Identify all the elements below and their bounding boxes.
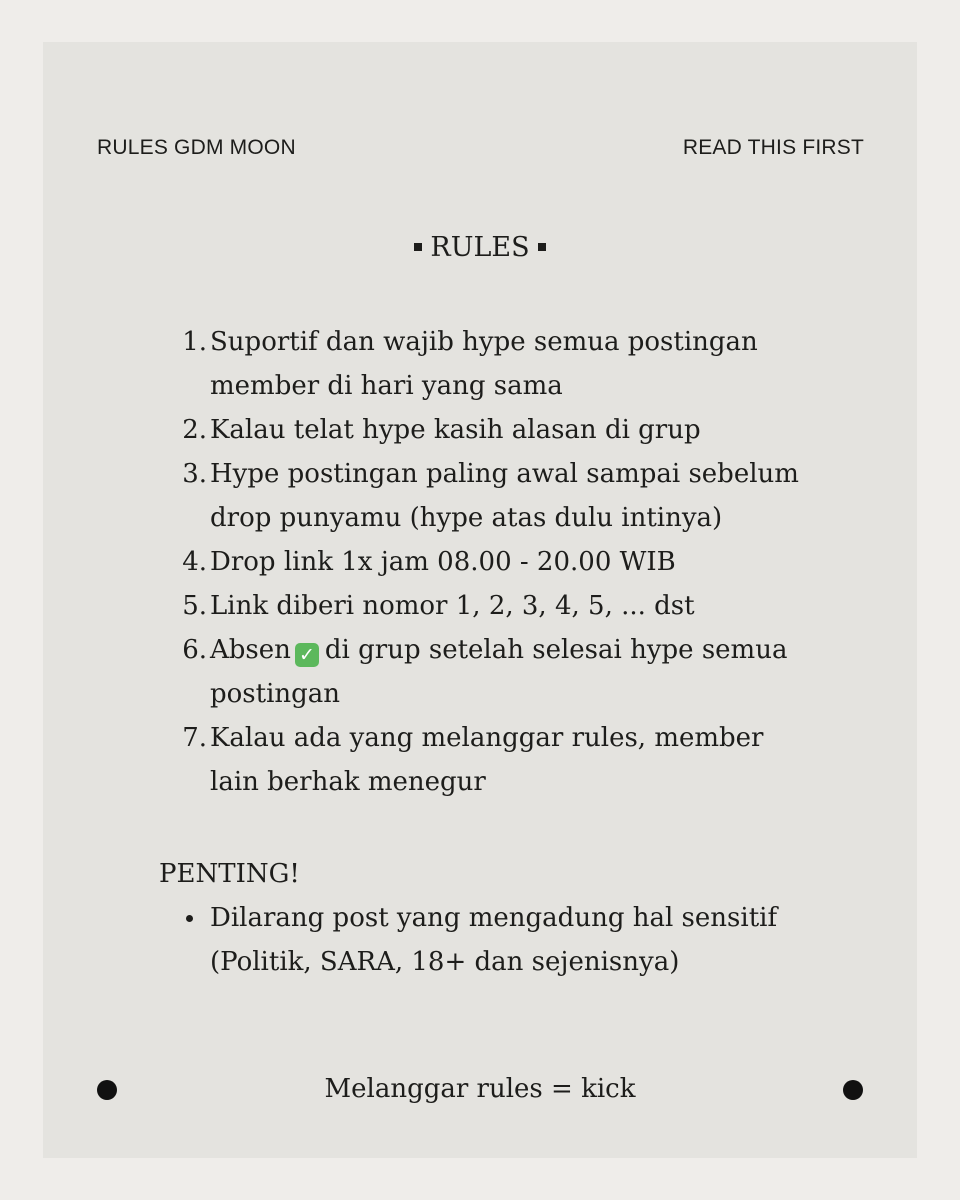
- check-mark-icon: ✓: [295, 643, 319, 667]
- square-bullet-icon: [538, 243, 546, 251]
- rule-item: [173, 628, 813, 716]
- rule-text-line: lain berhak menegur: [210, 767, 486, 797]
- rule-text-line: drop punyamu (hype atas dulu intinya): [210, 503, 723, 533]
- rule-text-line: Drop link 1x jam 08.00 - 20.00 WIB: [210, 547, 676, 577]
- rule-number: 5.: [182, 591, 207, 621]
- important-list: [173, 896, 813, 984]
- bullet-dot-icon: [186, 915, 193, 922]
- rule-item: [173, 408, 813, 452]
- important-item: [173, 896, 813, 984]
- important-text-line: Dilarang post yang mengadung hal sensitif: [210, 903, 778, 933]
- header-left-label: RULES GDM MOON: [97, 136, 296, 159]
- rules-list: [173, 320, 813, 804]
- rule-text-after-icon: di grup setelah selesai hype semua: [324, 635, 788, 665]
- header-right-label: READ THIS FIRST: [682, 136, 864, 159]
- rule-text-before-icon: Absen: [210, 635, 291, 665]
- rule-number: 4.: [182, 547, 207, 577]
- rule-text-line: member di hari yang sama: [210, 371, 563, 401]
- rule-text-line: Hype postingan paling awal sampai sebelum: [210, 459, 799, 489]
- rule-text-line: Kalau telat hype kasih alasan di grup: [210, 415, 701, 445]
- important-text-line: (Politik, SARA, 18+ dan sejenisnya): [210, 947, 680, 977]
- rule-text-line: Suportif dan wajib hype semua postingan: [210, 327, 758, 357]
- rule-number: 1.: [182, 327, 207, 357]
- rule-item: [173, 716, 813, 804]
- page-title: [43, 232, 917, 263]
- corner-dot-icon: [97, 1080, 117, 1100]
- rule-item: [173, 584, 813, 628]
- footer-note: Melanggar rules = kick: [324, 1074, 636, 1104]
- rules-card: [43, 42, 917, 1158]
- rule-text-line: postingan: [210, 679, 341, 709]
- rule-text-line: Link diberi nomor 1, 2, 3, 4, 5, ... dst: [210, 591, 695, 621]
- rule-number: 7.: [182, 723, 207, 753]
- rule-item: [173, 540, 813, 584]
- square-bullet-icon: [414, 243, 422, 251]
- rule-number: 6.: [182, 635, 207, 665]
- rule-number: 2.: [182, 415, 207, 445]
- rule-item: [173, 320, 813, 408]
- rule-text-line: Kalau ada yang melanggar rules, member: [210, 723, 764, 753]
- title-text: RULES: [430, 232, 530, 263]
- rule-number: 3.: [182, 459, 207, 489]
- rule-item: [173, 452, 813, 540]
- important-heading: PENTING!: [159, 859, 300, 889]
- corner-dot-icon: [843, 1080, 863, 1100]
